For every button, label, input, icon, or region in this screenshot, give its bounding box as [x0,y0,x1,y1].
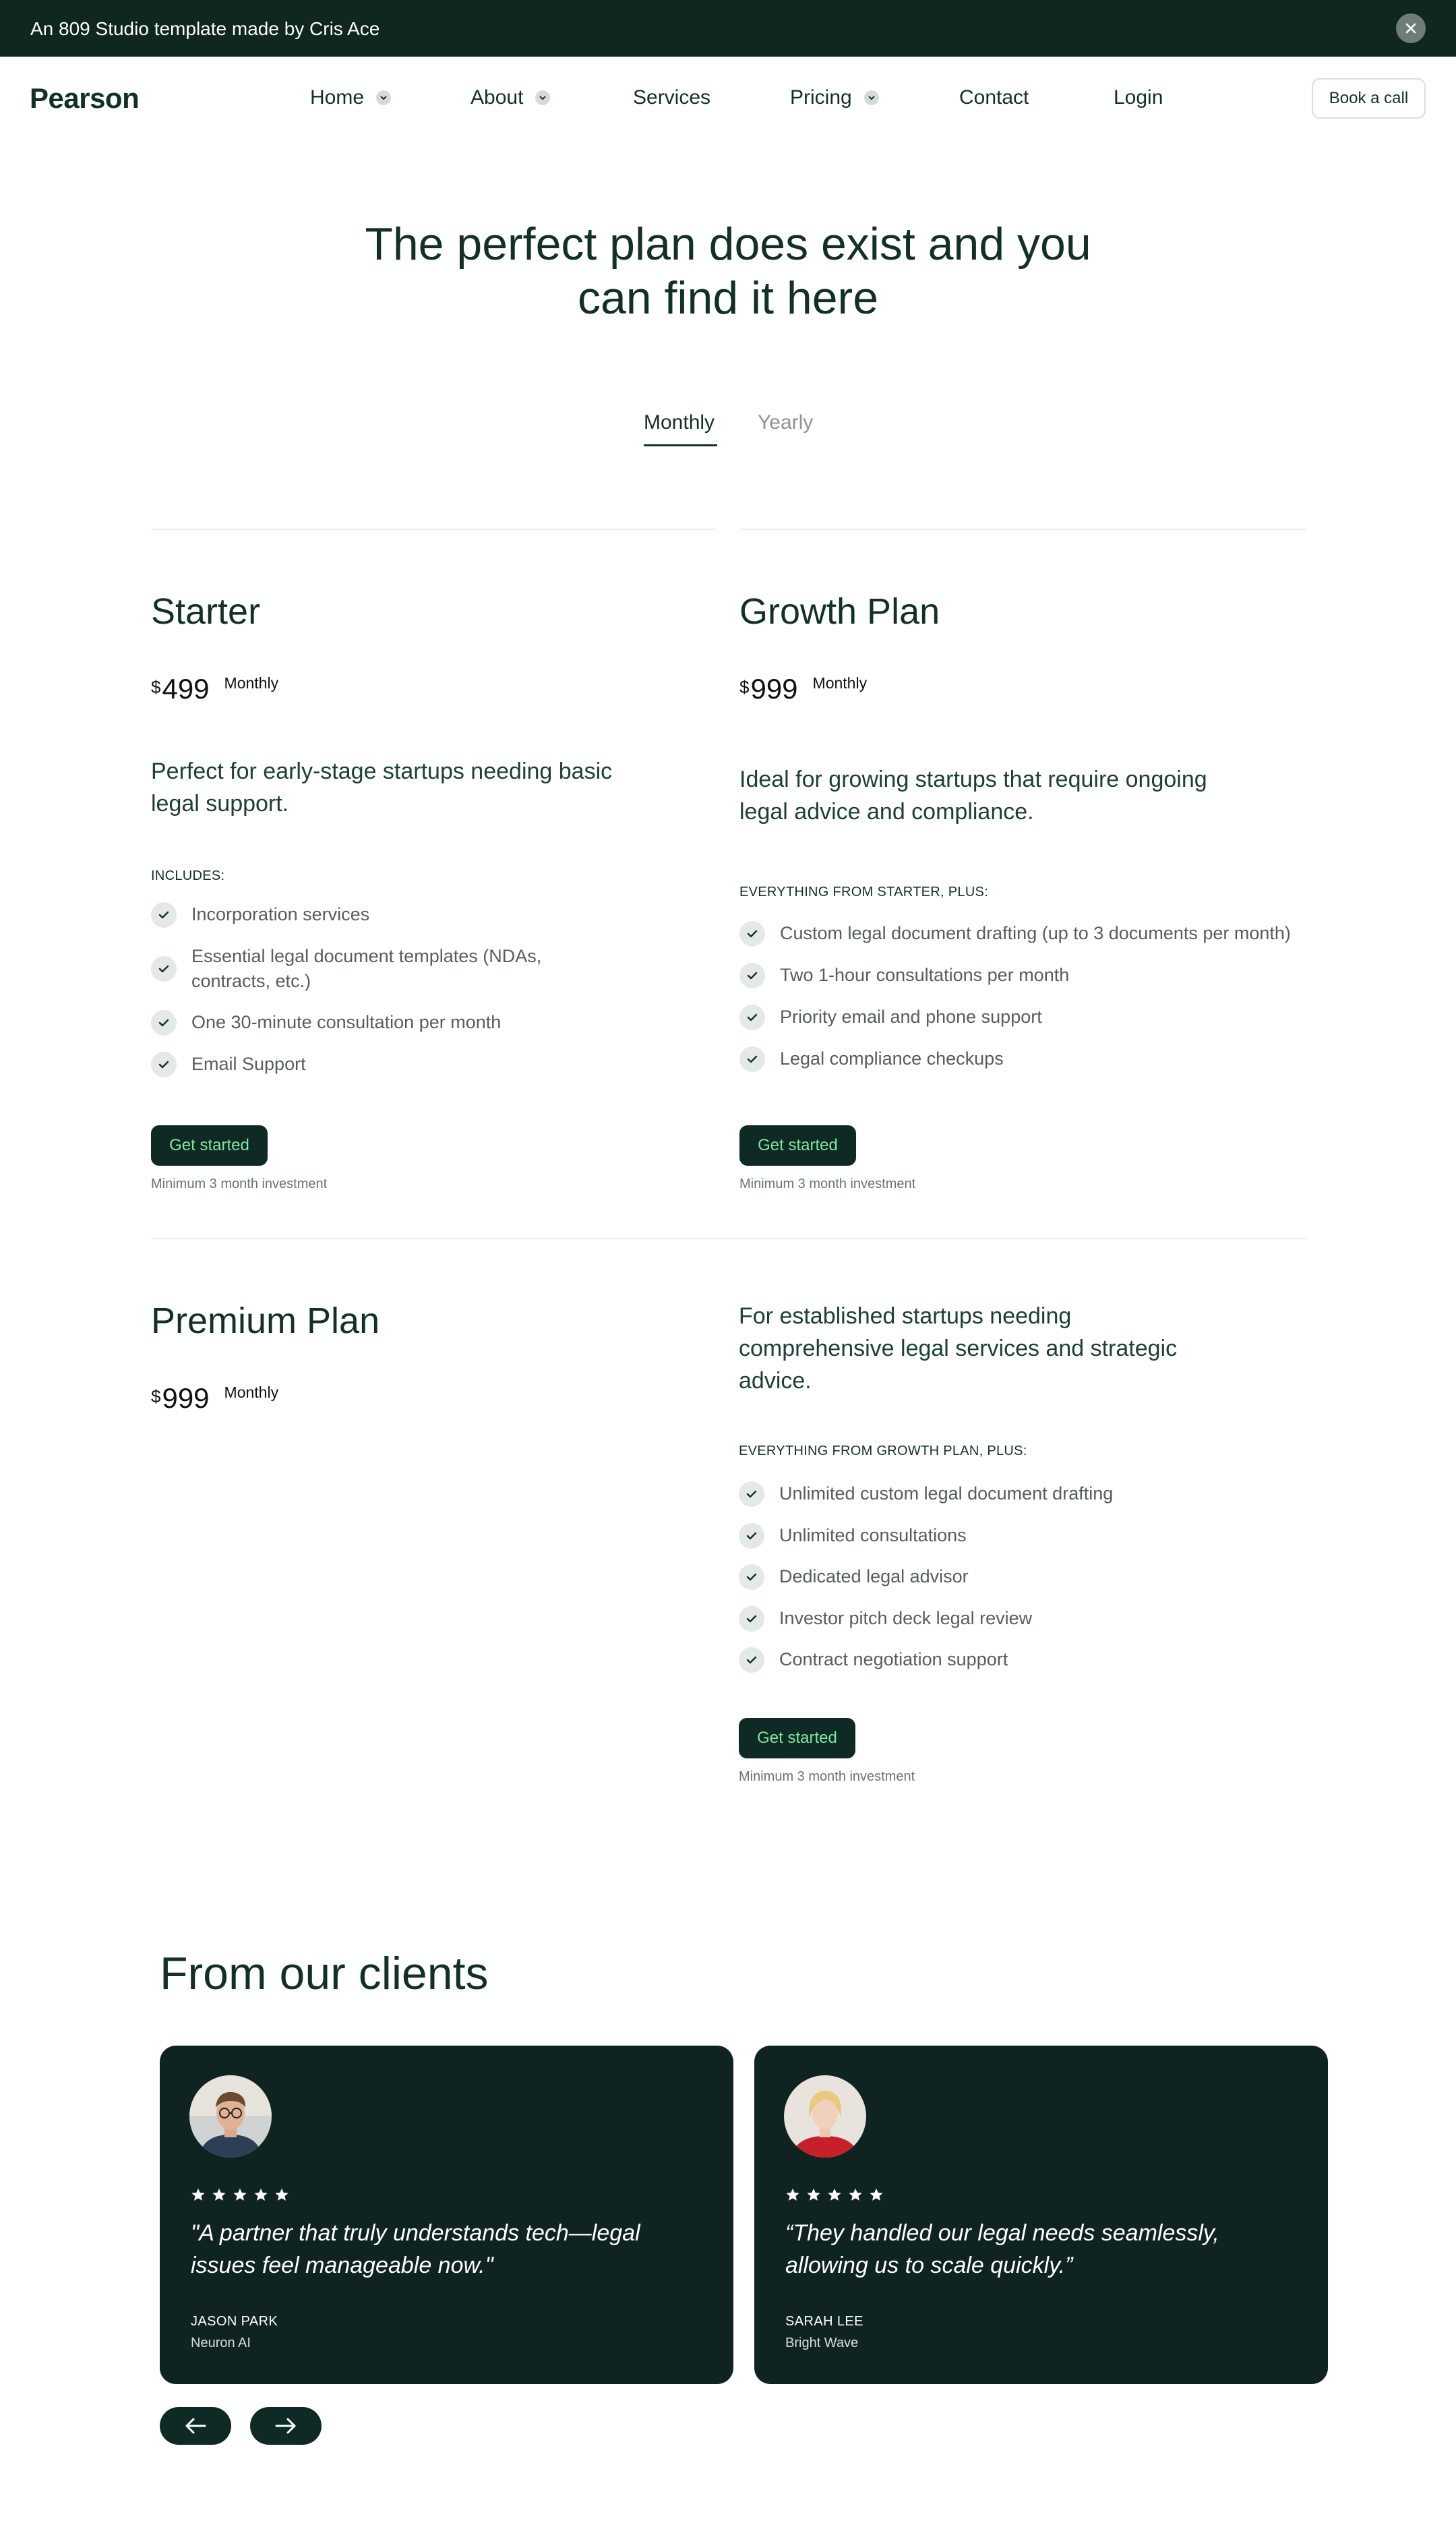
description-line: Ideal for growing startups that require ongoing [739,767,1207,792]
description-line: legal support. [151,791,289,816]
plan-title: Starter [151,591,261,632]
plan-title: Growth Plan [739,591,940,632]
tab-yearly[interactable]: Yearly [758,411,814,434]
price-amount: 999 [750,673,798,705]
plan-price [151,1382,278,1415]
check-icon [739,1647,764,1673]
star-icon [233,2187,247,2202]
feature-text: Incorporation services [191,904,370,924]
get-started-button[interactable]: Get started [151,1125,268,1166]
feature-text: Dedicated legal advisor [779,1566,969,1586]
star-icon [848,2187,863,2202]
quote-line: allowing us to scale quickly.” [785,2253,1073,2278]
star-icon [253,2187,268,2202]
description-line: legal advice and compliance. [739,799,1034,825]
feature-text: Unlimited custom legal document drafting [779,1483,1114,1504]
divider [739,529,1306,530]
testimonial-author: SARAH LEE [785,2314,863,2329]
feature-text: Contract negotiation support [779,1649,1008,1669]
check-icon [739,1481,764,1507]
feature-text: Unlimited consultations [779,1525,967,1545]
includes-label: INCLUDES: [151,868,225,883]
testimonial-quote [191,2217,676,2282]
feature-item [151,1010,623,1036]
price-amount: 999 [162,1382,210,1414]
check-icon [739,963,765,988]
avatar [189,2075,272,2158]
nav-item-label: Login [1114,86,1163,109]
star-icon [212,2187,226,2202]
testimonial-quote [785,2217,1271,2282]
plan-note: Minimum 3 month investment [739,1177,916,1191]
check-icon [151,956,177,982]
get-started-button[interactable]: Get started [739,1718,855,1758]
feature-text: Custom legal document drafting (up to 3 documents per month) [780,923,1291,943]
nav-item-home[interactable] [310,86,391,109]
feature-item [151,1052,623,1077]
logo[interactable]: Pearson [30,82,140,114]
check-icon [151,1052,177,1077]
star-icon [274,2187,289,2202]
announcement-banner [0,0,1456,57]
nav-item-label: About [471,86,524,109]
feature-item [739,1481,1318,1507]
feature-item [739,1005,1319,1030]
tab-monthly[interactable]: Monthly [644,411,715,434]
nav-item-label: Home [310,86,365,109]
price-currency: $ [739,677,750,697]
star-rating [191,2187,289,2202]
quote-line: “They handled our legal needs seamlessly, [785,2220,1219,2246]
section-title: From our clients [160,1948,489,1999]
plan-note: Minimum 3 month investment [739,1769,915,1784]
price-amount: 499 [162,673,210,705]
quote-line: "A partner that truly understands tech—legal [191,2220,640,2246]
testimonial-company: Bright Wave [785,2336,859,2350]
star-icon [827,2187,842,2202]
feature-text: One 30-minute consultation per month [191,1012,502,1032]
price-period: Monthly [224,674,279,692]
feature-text: Essential legal document templates (NDAs, contracts, etc.) [191,946,542,991]
divider [151,529,716,530]
testimonial-card [160,2046,733,2384]
check-icon [151,902,177,928]
arrow-left-icon [184,2417,207,2435]
feature-item [151,944,555,994]
check-icon [739,1005,765,1030]
testimonial-card [754,2046,1328,2384]
next-button[interactable] [250,2407,322,2445]
star-icon [191,2187,206,2202]
includes-label: EVERYTHING FROM STARTER, PLUS: [739,885,989,899]
check-icon [739,1046,765,1072]
includes-label: EVERYTHING FROM GROWTH PLAN, PLUS: [739,1444,1027,1458]
page-title-line: The perfect plan does exist and you [365,218,1091,270]
plan-description [739,1300,1251,1397]
feature-item [739,1647,1318,1673]
feature-text: Investor pitch deck legal review [779,1608,1033,1628]
feature-text: Priority email and phone support [780,1007,1042,1027]
feature-text: Two 1-hour consultations per month [780,965,1070,985]
feature-item [739,1564,1318,1590]
nav-item-pricing[interactable] [790,86,879,109]
nav-item-contact[interactable] [959,86,1029,109]
star-icon [806,2187,821,2202]
feature-item [739,1606,1318,1632]
quote-line: issues feel manageable now." [191,2253,493,2278]
arrow-right-icon [274,2417,297,2435]
testimonial-author: JASON PARK [191,2314,278,2329]
feature-item [739,963,1319,988]
plan-price [739,673,867,705]
avatar [784,2075,866,2158]
check-icon [739,1606,764,1632]
nav-item-about[interactable] [471,86,550,109]
star-rating [785,2187,884,2202]
divider [151,1238,1306,1239]
banner-text: An 809 Studio template made by Cris Ace [30,18,380,39]
price-currency: $ [151,677,161,697]
plan-price [151,673,278,705]
page-title-line: can find it here [577,272,879,324]
price-period: Monthly [812,674,868,692]
check-icon [739,1523,764,1549]
active-tab-indicator [644,444,717,446]
check-icon [739,921,765,947]
check-icon [739,1564,764,1590]
nav-item-label: Contact [959,86,1029,109]
star-icon [785,2187,800,2202]
description-line: advice. [739,1368,812,1394]
plan-description [151,755,690,820]
testimonial-company: Neuron AI [191,2336,251,2350]
previous-button[interactable] [160,2407,231,2445]
feature-item [151,902,623,928]
price-currency: $ [151,1386,161,1406]
book-call-button[interactable]: Book a call [1312,78,1426,119]
nav-item-services[interactable] [633,86,710,109]
feature-text: Legal compliance checkups [780,1048,1004,1069]
price-period: Monthly [224,1384,279,1401]
get-started-button[interactable]: Get started [739,1125,856,1166]
plan-note: Minimum 3 month investment [151,1177,328,1191]
feature-item [739,1523,1318,1549]
close-icon[interactable] [1396,13,1426,43]
description-line: comprehensive legal services and strategic [739,1336,1178,1361]
chevron-down-icon [535,90,550,105]
plan-title: Premium Plan [151,1301,380,1341]
billing-tabs [0,405,1456,452]
feature-item [739,921,1319,947]
feature-item [739,1046,1319,1072]
nav-item-label: Pricing [790,86,852,109]
page-title [256,217,1200,325]
nav-item-login[interactable] [1114,86,1163,109]
check-icon [151,1010,177,1036]
feature-text: Email Support [191,1054,306,1074]
main-navbar [0,57,1456,139]
description-line: For established startups needing [739,1303,1072,1329]
plan-description [739,763,1279,828]
description-line: Perfect for early-stage startups needing basic [151,759,613,784]
chevron-down-icon [376,90,391,105]
nav-item-label: Services [633,86,711,109]
star-icon [869,2187,884,2202]
chevron-down-icon [864,90,879,105]
